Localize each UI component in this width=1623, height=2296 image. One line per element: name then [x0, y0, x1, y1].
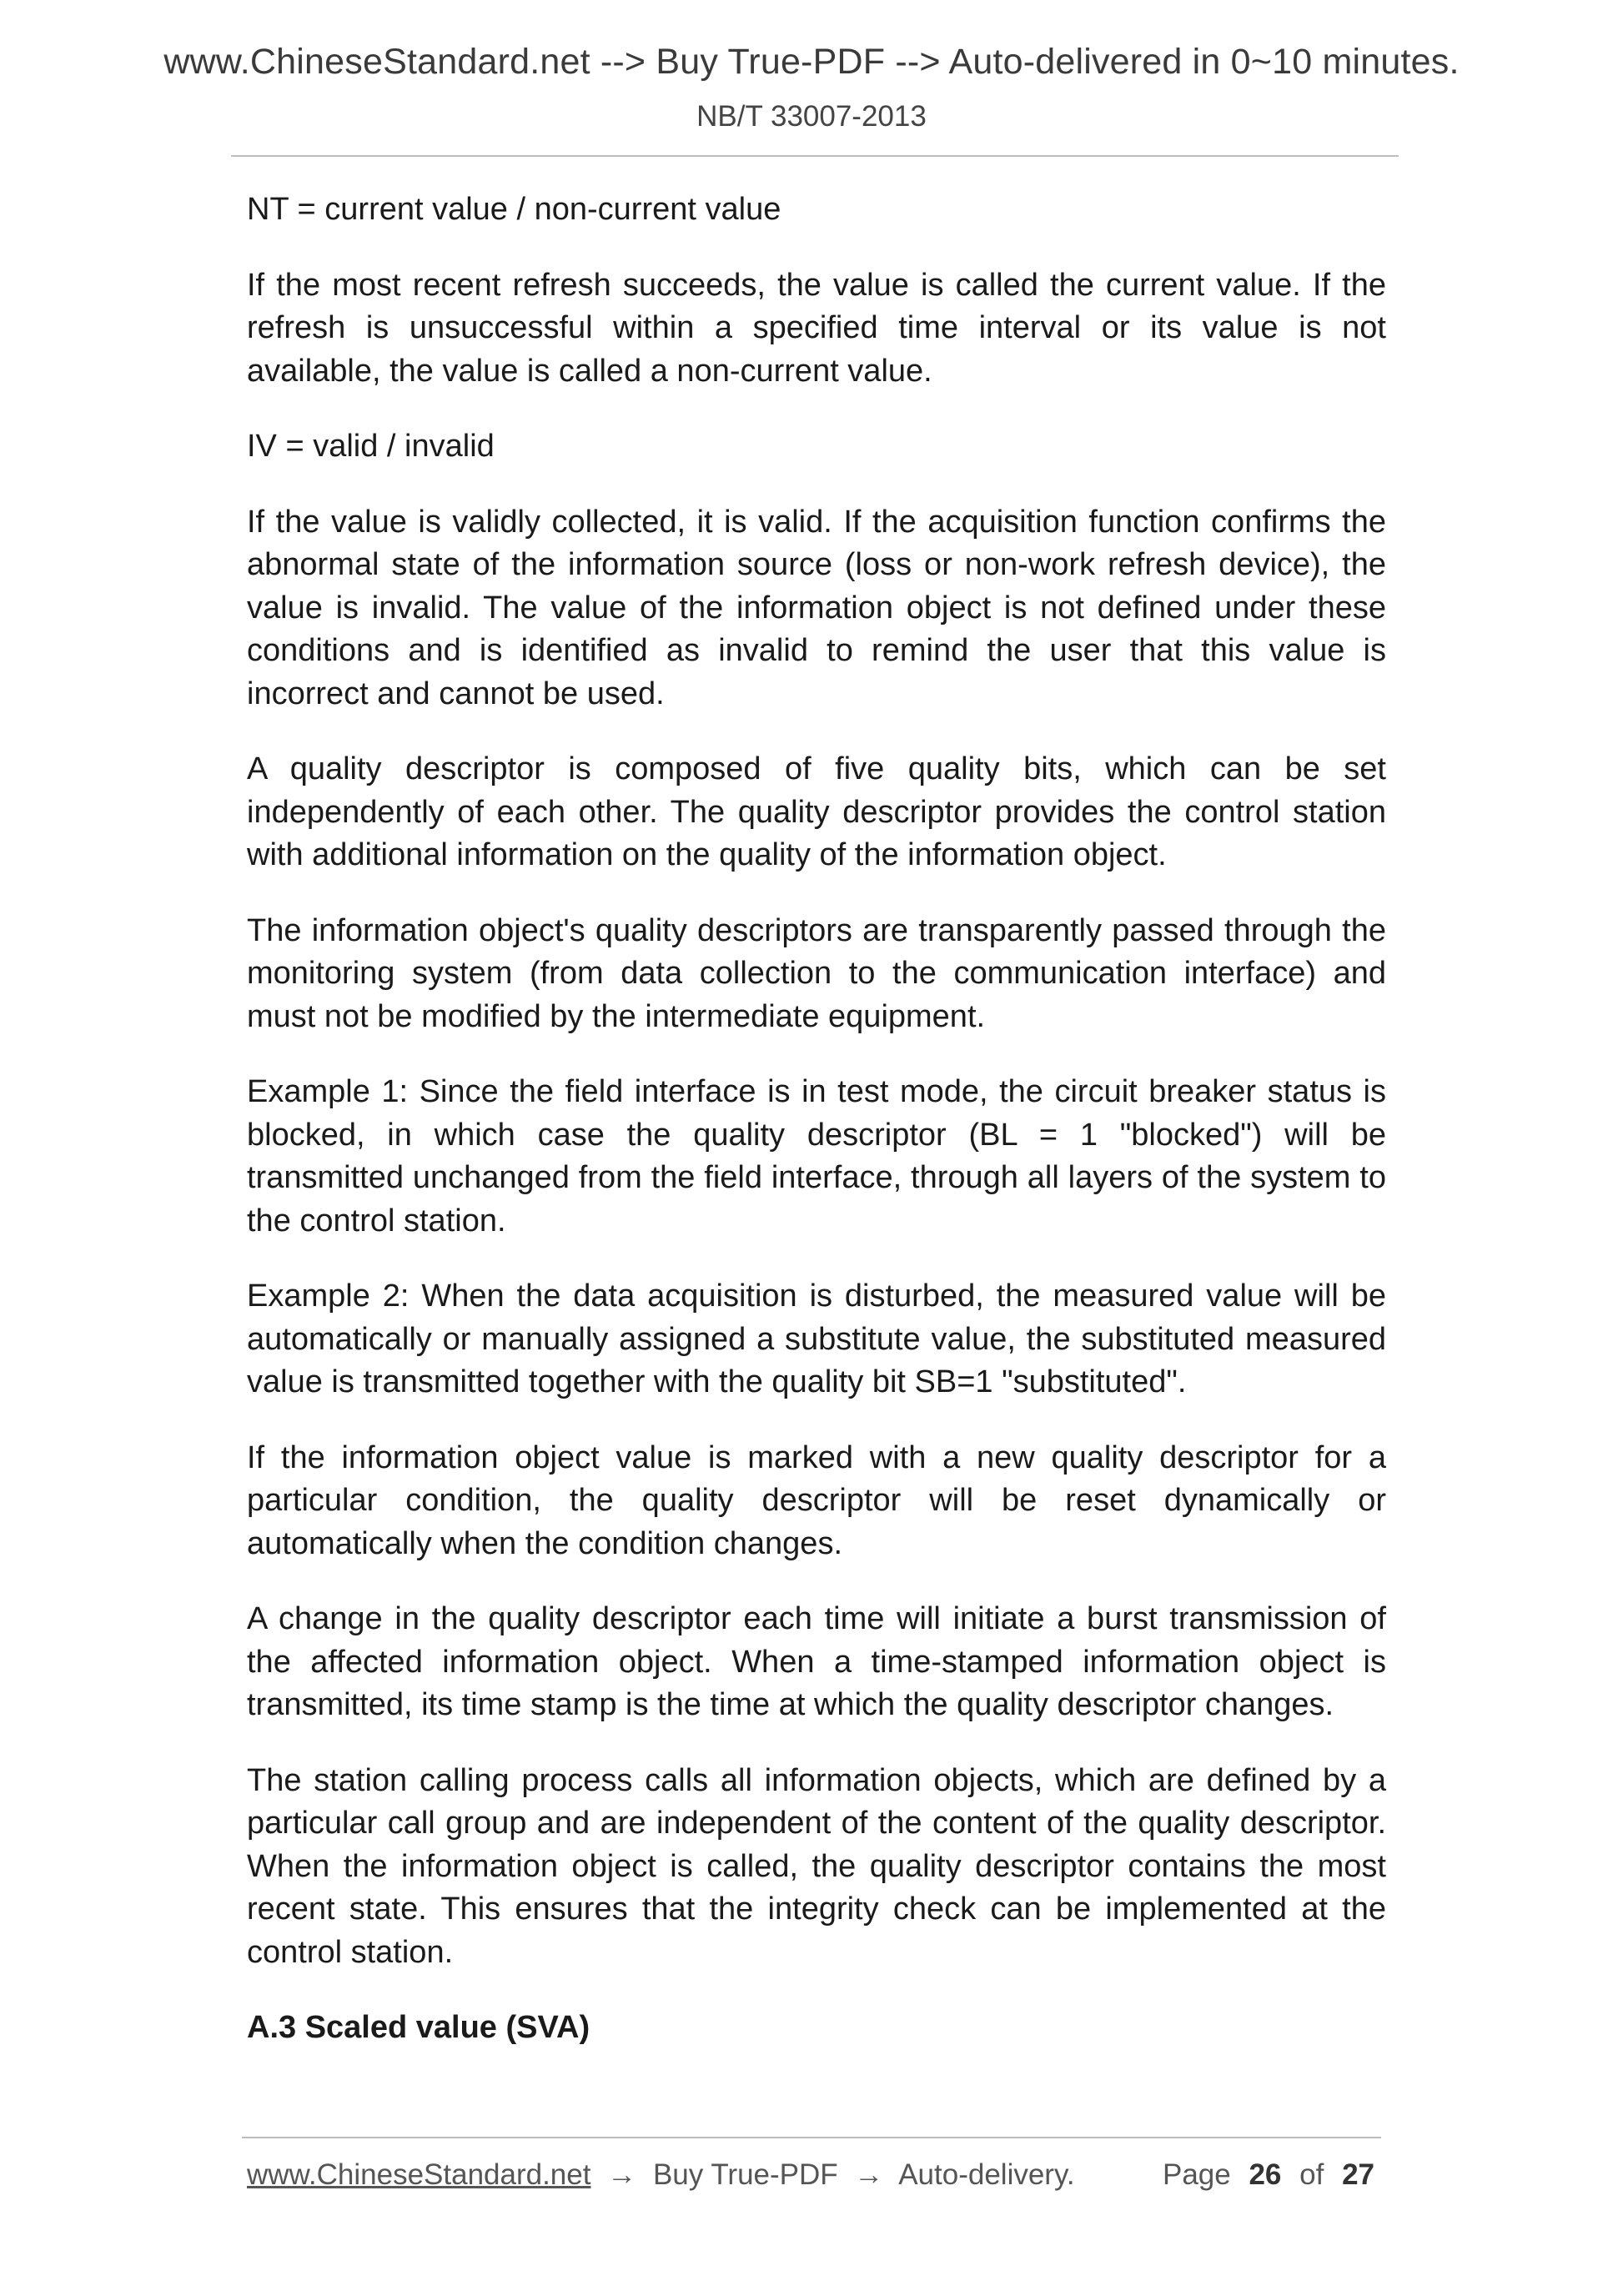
paragraph-iv-explanation: If the value is validly collected, it is valid. If the acquisition function confirms the abnormal state of the information source (loss or non-work refresh device), the value is invalid. The value of the information object is not defined under these conditions and is identified as invalid to remind the user that this value is incorrect and cannot be used. — [247, 504, 1386, 711]
footer-left — [247, 2158, 1075, 2192]
paragraph-reset-condition: If the information object value is marked with a new quality descriptor for a particular condition, the quality descriptor will be reset dynamically or automatically when the condition changes. — [247, 1439, 1386, 1561]
paragraph-station-calling: The station calling process calls all information objects, which are defined by a particular call group and are independent of the content of the quality descriptor. When the information object is called, the quality descriptor contains the most recent state. This ensures that the integrity check can be implemented at the control station. — [247, 1762, 1386, 1970]
paragraph-burst-transmission: A change in the quality descriptor each time will initiate a burst transmission of the affected information object. When a time-stamped information object is transmitted, its time stamp is the time at which the quality descriptor changes. — [247, 1601, 1386, 1722]
header-divider — [231, 155, 1399, 157]
page-label: Page — [1162, 2158, 1231, 2191]
page-footer — [247, 2158, 1374, 2192]
total-pages: 27 — [1342, 2158, 1374, 2191]
arrow-right-icon: → — [607, 2158, 637, 2191]
site-banner: www.ChineseStandard.net --> Buy True-PDF --> Auto-delivered in 0~10 minutes. — [163, 42, 1460, 82]
footer-divider — [242, 2137, 1381, 2138]
paragraph-example-2: Example 2: When the data acquisition is disturbed, the measured value will be automatically or manually assigned a substitute value, the substituted measured value is transmitted together with the quality bit SB=1 "substituted". — [247, 1279, 1386, 1399]
document-code: NB/T 33007-2013 — [696, 100, 927, 133]
page-number: 26 — [1249, 2158, 1282, 2191]
paragraph-transparent-pass: The information object's quality descriptors are transparently passed through the monitoring system (from data collection to the communication interface) and must not be modified by the intermediate equipment. — [247, 912, 1386, 1034]
paragraph-nt-definition: NT = current value / non-current value — [247, 192, 781, 227]
paragraph-iv-definition: IV = valid / invalid — [247, 429, 495, 464]
section-heading: A.3 Scaled value (SVA) — [247, 2010, 590, 2045]
page-body — [247, 188, 1386, 2082]
paragraph-quality-descriptor: A quality descriptor is composed of five quality bits, which can be set independently of each other. The quality descriptor provides the control station with additional information on the quality of the information object. — [247, 751, 1386, 872]
page-indicator — [1163, 2158, 1374, 2192]
of-label: of — [1299, 2158, 1324, 2191]
footer-buy-text: Buy True-PDF — [652, 2158, 838, 2191]
paragraph-example-1: Example 1: Since the field interface is in test mode, the circuit breaker status is blocked, in which case the quality descriptor (BL = 1 "blocked") will be transmitted unchanged from the field interface, through all layers of the system to the control station. — [247, 1074, 1386, 1238]
arrow-right-icon: → — [854, 2158, 884, 2191]
footer-site-link[interactable]: www.ChineseStandard.net — [247, 2158, 591, 2191]
footer-delivery-text: Auto-delivery. — [898, 2158, 1075, 2191]
paragraph-nt-explanation: If the most recent refresh succeeds, the value is called the current value. If the refresh is unsuccessful within a specified time interval or its value is not available, the value is called a non-current value. — [247, 267, 1386, 389]
